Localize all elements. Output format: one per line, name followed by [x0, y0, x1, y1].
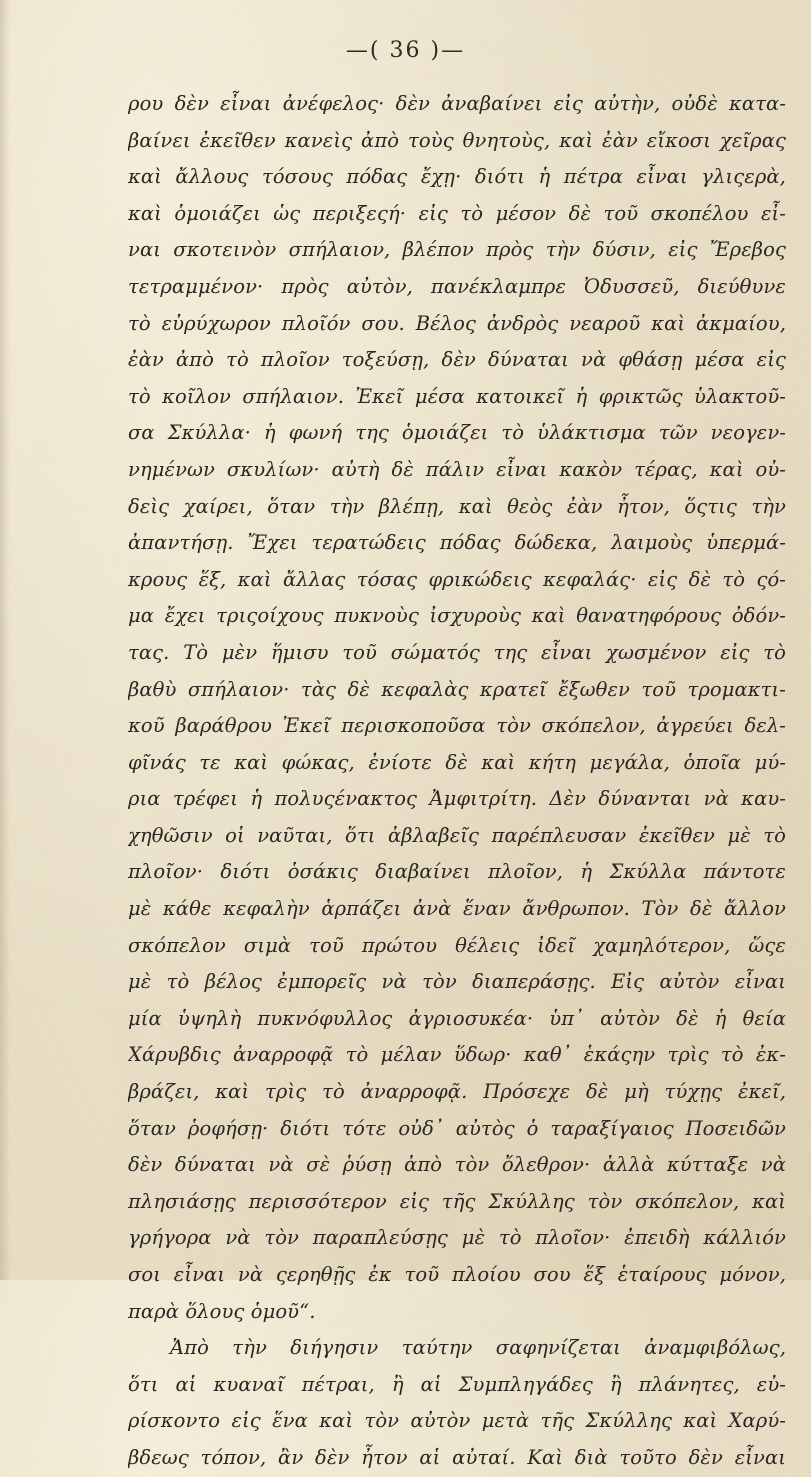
- text-line: τετραμμένον· πρὸς αὐτὸν, πανέκλαμπρε Ὀδυσσεῦ, διεύθυνε: [128, 274, 786, 298]
- text-line: Χάρυβδις ἀναρροφᾷ τὸ μέλαν ὕδωρ· καθ᾽ ἑκάςην τρὶς τὸ ἐκ-: [128, 1043, 786, 1067]
- body-text: [128, 86, 786, 1477]
- text-line: κρους ἕξ, καὶ ἄλλας τόσας φρικώδεις κεφαλάς· εἰς δὲ τὸ ςό-: [128, 567, 786, 591]
- text-line: καὶ ὁμοιάζει ὡς περιξεςή· εἰς τὸ μέσον δὲ τοῦ σκοπέλου εἶ-: [128, 201, 786, 225]
- text-line: βδεως τόπον, ἂν δὲν ἦτον αἱ αὐταί. Καὶ διὰ τοῦτο δὲν εἶναι: [128, 1445, 786, 1469]
- text-line: δεὶς χαίρει, ὅταν τὴν βλέπῃ, καὶ θεὸς ἐὰν ἦτον, ὅςτις τὴν: [128, 494, 786, 518]
- text-line: πλοῖον· διότι ὁσάκις διαβαίνει πλοῖον, ἡ Σκύλλα πάντοτε: [128, 860, 786, 884]
- text-line: κοῦ βαράθρου Ἐκεῖ περισκοποῦσα τὸν σκόπελον, ἀγρεύει δελ-: [128, 714, 786, 738]
- text-line: παρὰ ὅλους ὁμοῦ“.: [128, 1299, 316, 1323]
- text-line: τας. Τὸ μὲν ἥμισυ τοῦ σώματός της εἶναι χωσμένον εἰς τὸ: [128, 640, 786, 664]
- text-line: γρήγορα νὰ τὸν παραπλεύσῃς μὲ τὸ πλοῖον· ἐπειδὴ κάλλιόν: [128, 1226, 786, 1250]
- text-line: μία ὑψηλὴ πυκνόφυλλος ἀγριοσυκέα· ὑπ᾽ αὐτὸν δὲ ἡ θεία: [128, 1006, 786, 1030]
- text-line: μὲ κάθε κεφαλὴν ἁρπάζει ἀνὰ ἕναν ἄνθρωπον. Τὸν δὲ ἄλλον: [128, 897, 786, 921]
- text-line: ἀπαντήσῃ. Ἔχει τερατώδεις πόδας δώδεκα, λαιμοὺς ὑπερμά-: [128, 531, 786, 555]
- text-line: μὲ τὸ βέλος ἐμπορεῖς νὰ τὸν διαπεράσῃς. Εἰς αὐτὸν εἶναι: [128, 970, 786, 994]
- text-line: φῖνάς τε καὶ φώκας, ἐνίοτε δὲ καὶ κήτη μεγάλα, ὁποῖα μύ-: [128, 750, 786, 774]
- text-line: ἐὰν ἀπὸ τὸ πλοῖον τοξεύσῃ, δὲν δύναται νὰ φθάσῃ μέσα εἰς: [128, 348, 786, 372]
- text-line: βράζει, καὶ τρὶς τὸ ἀναρροφᾷ. Πρόσεχε δὲ μὴ τύχῃς ἐκεῖ,: [128, 1080, 786, 1104]
- text-line: ὅτι αἱ κυαναῖ πέτραι, ἢ αἱ Συμπληγάδες ἢ πλάνητες, εὐ-: [128, 1372, 786, 1396]
- text-line: τὸ κοῖλον σπήλαιον. Ἐκεῖ μέσα κατοικεῖ ἡ φρικτῶς ὑλακτοῦ-: [128, 384, 786, 408]
- text-line: μα ἔχει τριςοίχους πυκνοὺς ἰσχυροὺς καὶ θανατηφόρους ὀδόν-: [128, 604, 786, 628]
- text-line: νημένων σκυλίων· αὐτὴ δὲ πάλιν εἶναι κακὸν τέρας, καὶ οὐ-: [128, 457, 786, 481]
- text-line: χηθῶσιν οἱ ναῦται, ὅτι ἀβλαβεῖς παρέπλευσαν ἐκεῖθεν μὲ τὸ: [128, 823, 786, 847]
- text-line: σα Σκύλλα· ἡ φωνή της ὁμοιάζει τὸ ὑλάκτισμα τῶν νεογεν-: [128, 421, 786, 445]
- text-line: σκόπελον σιμὰ τοῦ πρώτου θέλεις ἰδεῖ χαμηλότερον, ὥςε: [128, 933, 786, 957]
- text-line: ρου δὲν εἶναι ἀνέφελος· δὲν ἀναβαίνει εἰς αὐτὴν, οὐδὲ κατα-: [128, 92, 786, 115]
- text-line: τὸ εὐρύχωρον πλοῖόν σου. Βέλος ἀνδρὸς νεαροῦ καὶ ἀκμαίου,: [128, 311, 786, 335]
- text-line: ναι σκοτεινὸν σπήλαιον, βλέπον πρὸς τὴν δύσιν, εἰς Ἔρεβος: [128, 238, 786, 262]
- text-line: βαθὺ σπήλαιον· τὰς δὲ κεφαλὰς κρατεῖ ἔξωθεν τοῦ τρομακτι-: [128, 677, 786, 701]
- text-line: σοι εἶναι νὰ ςερηθῇς ἐκ τοῦ πλοίου σου ἕξ ἑταίρους μόνον,: [128, 1263, 786, 1286]
- text-line: πλησιάσῃς περισσότερον εἰς τῆς Σκύλλης τὸν σκόπελον, καὶ: [128, 1189, 786, 1213]
- text-line: ρίσκοντο εἰς ἕνα καὶ τὸν αὐτὸν μετὰ τῆς Σκύλλης καὶ Χαρύ-: [128, 1409, 786, 1433]
- text-line: καὶ ἄλλους τόσους πόδας ἔχῃ· διότι ἡ πέτρα εἶναι γλιςερὰ,: [128, 165, 786, 189]
- text-line: βαίνει ἐκεῖθεν κανεὶς ἀπὸ τοὺς θνητοὺς, καὶ ἐὰν εἴκοσι χεῖρας: [128, 128, 786, 152]
- page-number-header: —( 36 )—: [345, 38, 466, 63]
- text-line: ρια τρέφει ἡ πολυςένακτος Ἀμφιτρίτη. Δὲν δύνανται νὰ καυ-: [128, 787, 786, 811]
- text-line: ὅταν ῥοφήσῃ· διότι τότε οὐδ᾽ αὐτὸς ὁ ταραξίγαιος Ποσειδῶν: [128, 1116, 786, 1140]
- text-line: Ἀπὸ τὴν διήγησιν ταύτην σαφηνίζεται ἀναμφιβόλως,: [170, 1336, 786, 1360]
- text-line: δὲν δύναται νὰ σὲ ῥύσῃ ἀπὸ τὸν ὄλεθρον· ἀλλὰ κύτταξε νὰ: [128, 1153, 786, 1177]
- page-edge-shadow: [0, 0, 10, 1280]
